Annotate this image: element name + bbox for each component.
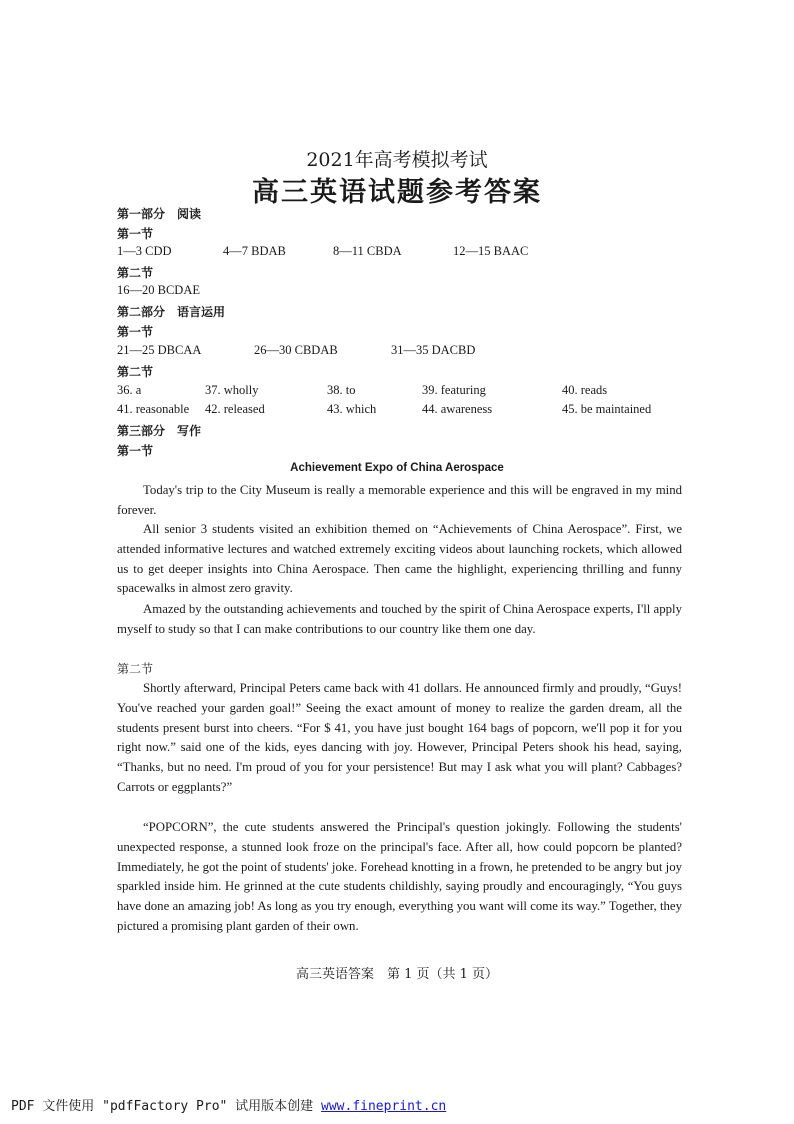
part2-section2-label: 第二节 — [117, 365, 154, 379]
essay-paragraph: Today's trip to the City Museum is really a memorable experience and this will be engraved in my mind forever. — [117, 483, 682, 517]
essay-paragraph: Amazed by the outstanding achievements and touched by the spirit of China Aerospace experts, I'll apply myself to study so that I can make contributions to our country like them one day. — [117, 602, 682, 636]
answer-item: 44. awareness — [422, 402, 493, 416]
part2-heading: 第二部分 语言运用 — [117, 305, 226, 319]
answer-group: 8—11 CBDA — [333, 244, 402, 258]
answer-item: 43. which — [327, 402, 377, 416]
pdf-creator-note — [11, 1095, 446, 1114]
part3-heading: 第三部分 写作 — [117, 424, 202, 438]
answer-group: 21—25 DBCAA — [117, 343, 202, 357]
part1-section2-label: 第二节 — [117, 266, 154, 280]
page-footer: 高三英语答案 第 1 页（共 1 页） — [295, 967, 499, 982]
answer-item: 39. featuring — [422, 383, 486, 397]
answer-group: 4—7 BDAB — [223, 244, 286, 258]
answer-group: 16—20 BCDAE — [117, 283, 200, 297]
fineprint-link[interactable]: www.fineprint.cn — [321, 1099, 447, 1114]
part1-section1-label: 第一节 — [117, 227, 154, 241]
answer-group: 1—3 CDD — [117, 244, 172, 258]
answer-item: 40. reads — [562, 383, 608, 397]
answer-item: 38. to — [327, 383, 356, 397]
answer-item: 42. released — [205, 402, 265, 416]
answer-item: 37. wholly — [205, 383, 259, 397]
story-paragraph: “POPCORN”, the cute students answered the Principal's question jokingly. Following the students' unexpected response, a stunned look froze on the principal's face. After all, how could popcorn be planted? Immediately, he got the point of students' joke. Forehead knotting in a frown, he pretended to be angry but joy sparkled inside him. He grinned at the cute students childishly, saying proudly and encouragingly, “You guys have done an amazing job! As long as you try enough, everything you want will come its way.” Together, they pictured a promising plant garden of their own. — [117, 820, 682, 933]
exam-title: 2021年高考模拟考试 — [306, 149, 488, 171]
answer-group: 12—15 BAAC — [453, 244, 529, 258]
story-paragraph: Shortly afterward, Principal Peters came back with 41 dollars. He announced firmly and proudly, “Guys! You've reached your garden goal!” Seeing the exact amount of money to realize the garden dream, all the students present burst into cheers. “For $ 41, you have just bought 164 bags of popcorn, we'll pop it for you right now.” said one of the kids, eyes dancing with joy. However, Principal Peters shook his head, saying, “Thanks, but no need. I'm proud of you for your persistence! But may I ask what you will plant? Cabbages? Carrots or eggplants?” — [117, 681, 682, 794]
answer-item: 36. a — [117, 383, 142, 397]
part3-section2-label: 第二节 — [117, 662, 154, 676]
pdf-note-text: PDF 文件使用 "pdfFactory Pro" 试用版本创建 — [11, 1099, 322, 1114]
answer-item: 41. reasonable — [117, 402, 190, 416]
essay-title: Achievement Expo of China Aerospace — [290, 462, 504, 474]
answer-group: 26—30 CBDAB — [254, 343, 338, 357]
part2-section1-label: 第一节 — [117, 325, 154, 339]
essay-paragraph: All senior 3 students visited an exhibition themed on “Achievements of China Aerospace”. First, we attended informative lectures and watched extremely exciting videos about launching rockets, which allowed us to get deeper insights into China Aerospace. Then came the highlight, experiencing thrilling and funny spacewalks in almost zero gravity. — [117, 522, 682, 596]
part3-section1-label: 第一节 — [117, 444, 154, 458]
answer-group: 31—35 DACBD — [391, 343, 476, 357]
part1-heading: 第一部分 阅读 — [117, 207, 202, 221]
answer-item: 45. be maintained — [562, 402, 652, 416]
document-title: 高三英语试题参考答案 — [252, 177, 542, 208]
